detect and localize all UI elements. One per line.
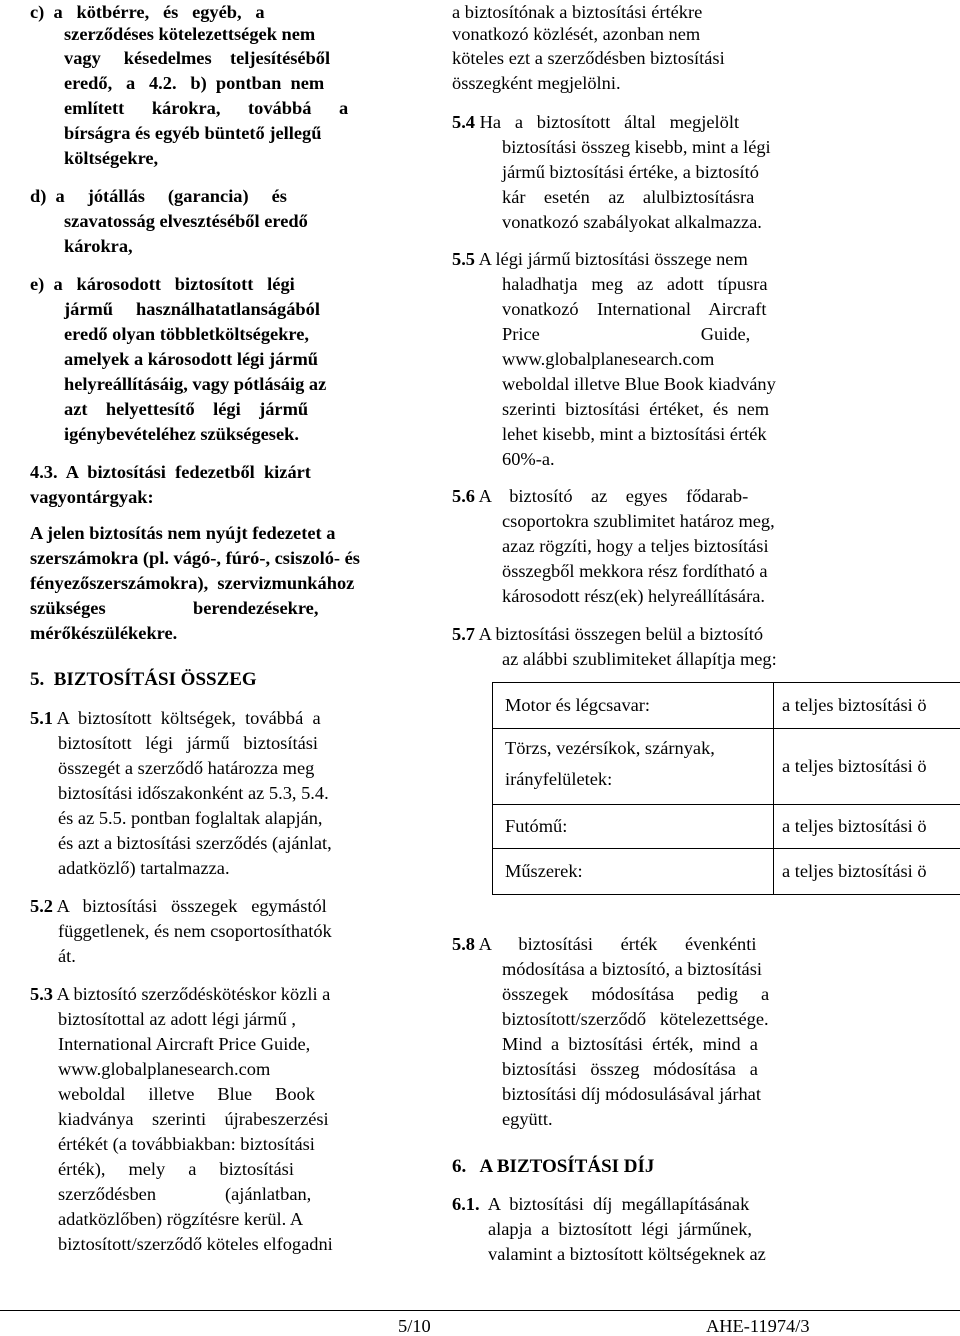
right-text-line: a biztosítónak a biztosítási értékre (452, 0, 702, 25)
left-text-line: vagy késedelmes teljesítéséből (64, 46, 330, 71)
right-text-line: www.globalplanesearch.com (502, 347, 714, 372)
right-text-line: biztosított/szerződő kötelezettsége. (502, 1007, 769, 1032)
right-text-line: haladhatja meg az adott típusra (502, 272, 768, 297)
table-row (493, 729, 960, 805)
right-text-line: csoportokra szublimitet határoz meg, (502, 509, 775, 534)
table-cell-part: Futómű: (493, 805, 774, 849)
table-cell-limit: a teljes biztosítási ö (774, 729, 960, 805)
left-text-line: adatközlő) tartalmazza. (58, 856, 230, 881)
document-code: AHE-11974/3 (706, 1316, 810, 1336)
left-text-line: eredő, a 4.2. b) pontban nem (64, 71, 324, 96)
table-cell-limit: a teljes biztosítási ö (774, 805, 960, 849)
right-text-line: lehet kisebb, mint a biztosítási érték (502, 422, 767, 447)
left-text-line: helyreállításáig, vagy pótlásáig az (64, 372, 326, 397)
left-text-line: biztosítási időszakonként az 5.3, 5.4. (58, 781, 329, 806)
left-text-line: szavatosság elvesztéséből eredő (64, 209, 308, 234)
right-text-line (452, 247, 748, 272)
section-text: A biztosító szerződéskötéskor közli a (53, 984, 330, 1004)
section-number: 5.4 (452, 112, 475, 132)
table-row (493, 683, 960, 729)
section-text: A biztosítási érték évenkénti (475, 934, 756, 954)
left-text-line: igénybevételéhez szükségesek. (64, 422, 299, 447)
right-text-line: alapja a biztosított légi járműnek, (488, 1217, 752, 1242)
left-text-line: eredő olyan többletköltségekre, (64, 322, 309, 347)
right-text-line: 6. A BIZTOSÍTÁSI DÍJ (452, 1155, 654, 1180)
right-text-line: weboldal illetve Blue Book kiadvány (502, 372, 776, 397)
right-text-line: módosítása a biztosító, a biztosítási (502, 957, 762, 982)
section-number: 5.5 (452, 249, 475, 269)
section-text: A biztosítási díj megállapításának (480, 1194, 750, 1214)
section-number: 5.1 (30, 708, 53, 728)
section-text: A légi jármű biztosítási összege nem (475, 249, 748, 269)
right-text-line: jármű biztosítási értéke, a biztosító (502, 160, 759, 185)
right-text-line: együtt. (502, 1107, 553, 1132)
section-text: A biztosítási összegek egymástól (53, 896, 327, 916)
right-text-line (452, 484, 748, 509)
table-cell-part-line1: Törzs, vezérsíkok, szárnyak, (505, 736, 773, 760)
left-text-line (30, 894, 327, 919)
left-text-line: szükséges berendezésekre, (30, 596, 318, 621)
left-text-line: amelyek a károsodott légi jármű (64, 347, 318, 372)
right-text-line: vonatkozó International Aircraft (502, 297, 767, 322)
left-text-line: c) a kötbérre, és egyéb, a (30, 0, 265, 25)
right-text-line: köteles ezt a szerződésben biztosítási (452, 46, 725, 71)
right-text-line: összegként megjelölni. (452, 71, 621, 96)
left-text-line: és azt a biztosítási szerződés (ajánlat, (58, 831, 332, 856)
section-text: A biztosítási összegen belül a biztosító (475, 624, 763, 644)
right-text-line: Mind a biztosítási érték, mind a (502, 1032, 758, 1057)
left-text-line: A jelen biztosítás nem nyújt fedezetet a (30, 521, 335, 546)
left-text-line: említett károkra, továbbá a (64, 96, 348, 121)
table-cell-part: Műszerek: (493, 849, 774, 895)
left-text-line: kiadványa szerinti újrabeszerzési (58, 1107, 329, 1132)
left-text-line: mérőkészülékekre. (30, 621, 177, 646)
right-text-line: károsodott rész(ek) helyreállítására. (502, 584, 765, 609)
right-text-line: azaz rögzíti, hogy a teljes biztosítási (502, 534, 769, 559)
right-text-line: kár esetén az alulbiztosításra (502, 185, 754, 210)
left-text-line: weboldal illetve Blue Book (58, 1082, 315, 1107)
right-text-line: szerinti biztosítási értéket, és nem (502, 397, 769, 422)
right-text-line: 60%-a. (502, 447, 555, 472)
table-row (493, 849, 960, 895)
left-text-line: jármű használhatatlanságából (64, 297, 320, 322)
page-number: 5/10 (398, 1316, 431, 1336)
right-text-line: biztosítási díj módosulásával járhat (502, 1082, 761, 1107)
left-text-line: szerződésben (ajánlatban, (58, 1182, 311, 1207)
table-cell-limit: a teljes biztosítási ö (774, 849, 960, 895)
table-cell-part (493, 729, 774, 805)
right-text-line (452, 932, 756, 957)
section-number: 6.1. (452, 1194, 480, 1214)
left-text-line: és az 5.5. pontban foglaltak alapján, (58, 806, 323, 831)
left-text-line: át. (58, 944, 76, 969)
right-text-line: valamint a biztosított költségeknek az (488, 1242, 766, 1267)
left-text-line: azt helyettesítő légi jármű (64, 397, 308, 422)
left-text-line: biztosítottal az adott légi jármű , (58, 1007, 296, 1032)
left-text-line: bírságra és egyéb büntető jellegű (64, 121, 321, 146)
footer-divider (0, 1310, 960, 1311)
left-text-line: fényezőszerszámokra), szervizmunkához (30, 571, 354, 596)
right-text-line: vonatkozó közlését, azonban nem (452, 22, 700, 47)
left-text-line: 5. BIZTOSÍTÁSI ÖSSZEG (30, 668, 257, 693)
right-text-line: összegek módosítása pedig a (502, 982, 769, 1007)
left-text-line: értékét (a továbbiakban: biztosítási (58, 1132, 315, 1157)
right-text-line: biztosítási összeg módosítása a (502, 1057, 758, 1082)
left-text-line: International Aircraft Price Guide, (58, 1032, 310, 1057)
left-text-line: biztosított légi jármű biztosítási (58, 731, 318, 756)
section-number: 5.3 (30, 984, 53, 1004)
left-text-line (30, 982, 330, 1007)
table-row (493, 805, 960, 849)
section-text: A biztosító az egyes fődarab- (475, 486, 748, 506)
right-text-line (452, 110, 739, 135)
table-cell-part-line2: irányfelületek: (505, 760, 773, 798)
table-cell-part: Motor és légcsavar: (493, 683, 774, 729)
left-text-line: vagyontárgyak: (30, 485, 154, 510)
sublimit-table (492, 682, 960, 895)
section-text: A biztosított költségek, továbbá a (53, 708, 321, 728)
left-text-line: szerszámokra (pl. vágó-, fúró-, csiszoló- és (30, 546, 360, 571)
right-text-line: biztosítási összeg kisebb, mint a légi (502, 135, 771, 160)
left-text-line: biztosított/szerződő köteles elfogadni (58, 1232, 333, 1257)
section-text: Ha a biztosított által megjelölt (475, 112, 739, 132)
right-text-line (452, 622, 763, 647)
right-text-line: az alábbi szublimiteket állapítja meg: (502, 647, 777, 672)
section-number: 5.7 (452, 624, 475, 644)
section-number: 5.8 (452, 934, 475, 954)
left-text-line: www.globalplanesearch.com (58, 1057, 270, 1082)
right-text-line: vonatkozó szabályokat alkalmazza. (502, 210, 762, 235)
left-text-line: d) a jótállás (garancia) és (30, 184, 287, 209)
left-text-line: összegét a szerződő határozza meg (58, 756, 314, 781)
left-text-line: 4.3. A biztosítási fedezetből kizárt (30, 460, 311, 485)
section-number: 5.6 (452, 486, 475, 506)
left-text-line: költségekre, (64, 146, 158, 171)
left-text-line (30, 706, 321, 731)
left-text-line: függetlenek, és nem csoportosíthatók (58, 919, 332, 944)
table-cell-limit: a teljes biztosítási ö (774, 683, 960, 729)
section-number: 5.2 (30, 896, 53, 916)
right-text-line (452, 1192, 749, 1217)
left-text-line: károkra, (64, 234, 133, 259)
right-text-line: Price Guide, (502, 322, 750, 347)
right-text-line: összegből mekkora rész fordítható a (502, 559, 768, 584)
left-text-line: adatközlőben) rögzítésre kerül. A (58, 1207, 303, 1232)
left-text-line: szerződéses kötelezettségek nem (64, 22, 315, 47)
left-text-line: e) a károsodott biztosított légi (30, 272, 295, 297)
left-text-line: érték), mely a biztosítási (58, 1157, 294, 1182)
